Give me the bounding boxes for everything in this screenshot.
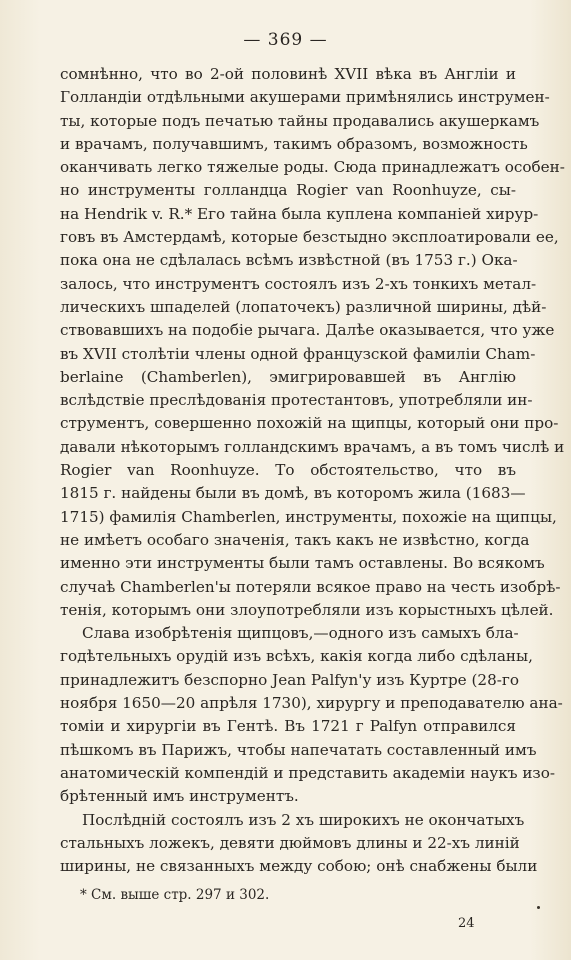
text-line: принадлежитъ безспорно Jean Palfyn'у изъ Куртре (28-го: [60, 670, 519, 689]
text-line: ствовавшихъ на подобіе рычага. Далѣе оказывается, что уже: [60, 321, 555, 340]
text-line: 1815 г. найдены были въ домѣ, въ которомъ жила (1683—: [60, 484, 526, 503]
text-line: анатомическій компендій и представить академіи наукъ изо-: [60, 763, 555, 782]
text-line: лическихъ шпаделей (лопаточекъ) различной ширины, дѣй-: [60, 297, 547, 316]
text-line: томіи и хирургіи въ Гентѣ. Въ 1721 г Palfyn отправился: [60, 717, 516, 736]
paper-speck: [537, 906, 540, 909]
text-line: стальныхъ ложекъ, девяти дюймовъ длины и 22-хъ линій: [60, 833, 520, 852]
text-line: брѣтенный имъ инструментъ.: [60, 787, 299, 806]
text-line: годѣтельныхъ орудій изъ всѣхъ, какія когда либо сдѣланы,: [60, 647, 533, 666]
text-line: Слава изобрѣтенія щипцовъ,—одного изъ самыхъ бла-: [82, 624, 519, 643]
text-line: въ XVII столѣтіи члены одной французской фамиліи Cham-: [60, 344, 536, 363]
text-line: залось, что инструментъ состоялъ изъ 2-хъ тонкихъ метал-: [60, 274, 537, 293]
printer-signature-mark: 24: [458, 916, 475, 931]
text-line: оканчивать легко тяжелые роды. Сюда принадлежатъ особен-: [60, 158, 565, 177]
text-line: Rogier van Roonhuyze. То обстоятельство, что въ: [60, 461, 516, 480]
text-line: на Hendrik v. R.* Его тайна была куплена компаніей хирур-: [60, 204, 539, 223]
text-line: и врачамъ, получавшимъ, такимъ образомъ, возможность: [60, 134, 528, 153]
footnote: * См. выше стр. 297 и 302.: [80, 887, 270, 903]
text-line: но инструменты голландца Rogier van Roonhuyze, сы-: [60, 181, 516, 200]
text-line: сомнѣнно, что во 2-ой половинѣ XVII вѣка въ Англіи и: [60, 65, 516, 83]
text-line: говъ въ Амстердамѣ, которые безстыдно эксплоатировали ее,: [60, 228, 559, 247]
text-line: случаѣ Chamberlen'ы потеряли всякое право на честь изобрѣ-: [60, 577, 561, 596]
text-line: ноября 1650—20 апрѣля 1730), хирургу и преподавателю ана-: [60, 694, 563, 713]
text-line: 1715) фамилія Chamberlen, инструменты, похожіе на щипцы,: [60, 507, 557, 526]
text-line: пока она не сдѣлалась всѣмъ извѣстной (въ 1753 г.) Ока-: [60, 251, 518, 270]
page-number-header: — 369 —: [243, 30, 328, 50]
text-line: давали нѣкоторымъ голландскимъ врачамъ, а въ томъ числѣ и: [60, 437, 565, 456]
text-line: ширины, не связанныхъ между собою; онѣ снабжены были: [60, 857, 538, 876]
text-line: berlaine (Chamberlen), эмигрировавшей въ Англію: [60, 367, 516, 386]
text-line: Послѣдній состоялъ изъ 2 хъ широкихъ не окончатыхъ: [82, 810, 525, 829]
text-line: не имѣетъ особаго значенія, такъ какъ не извѣстно, когда: [60, 530, 530, 549]
text-line: именно эти инструменты были тамъ оставлены. Во всякомъ: [60, 554, 545, 573]
text-line: тенія, которымъ они злоупотребляли изъ корыстныхъ цѣлей.: [60, 600, 554, 619]
text-line: ты, которые подъ печатью тайны продавались акушеркамъ: [60, 111, 540, 130]
text-line: Голландіи отдѣльными акушерами примѣнялись инструмен-: [60, 88, 550, 107]
text-line: вслѣдствіе преслѣдованія протестантовъ, употребляли ин-: [60, 391, 533, 410]
text-line: струментъ, совершенно похожій на щипцы, который они про-: [60, 414, 559, 433]
body-text: [60, 63, 565, 878]
text-line: пѣшкомъ въ Парижъ, чтобы напечатать составленный имъ: [60, 740, 537, 759]
